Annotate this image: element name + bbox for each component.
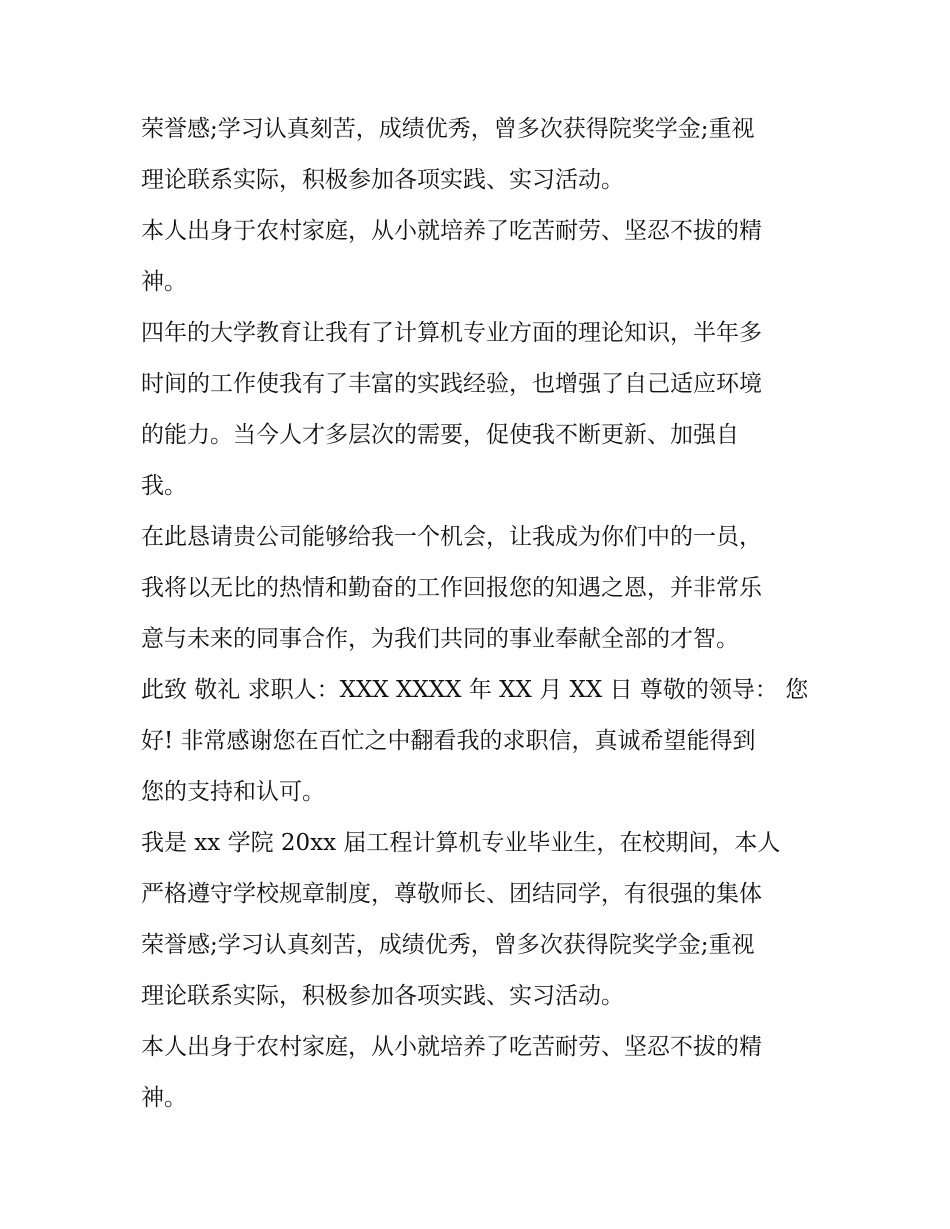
text-line: 神。 — [141, 1085, 187, 1111]
text-line: 本人出身于农村家庭，从小就培养了吃苦耐劳、坚忍不拔的精 — [141, 218, 762, 244]
text-line: 严格遵守学校规章制度，尊敬师长、团结同学，有很强的集体 — [141, 881, 762, 907]
text-line: 理论联系实际，积极参加各项实践、实习活动。 — [141, 167, 624, 193]
paragraph-education — [141, 308, 821, 512]
text-line: 好! 非常感谢您在百忙之中翻看我的求职信，真诚希望能得到 — [141, 728, 756, 754]
text-line: 四年的大学教育让我有了计算机专业方面的理论知识，半年多 — [141, 320, 762, 346]
text-line: 的能力。当今人才多层次的需要，促使我不断更新、加强自 — [141, 422, 739, 448]
paragraph-background — [141, 206, 821, 308]
text-line: 本人出身于农村家庭，从小就培养了吃苦耐劳、坚忍不拔的精 — [141, 1034, 762, 1060]
text-line: 理论联系实际，积极参加各项实践、实习活动。 — [141, 983, 624, 1009]
text-line: 意与未来的同事合作，为我们共同的事业奉献全部的才智。 — [141, 626, 739, 652]
text-line: 时间的工作使我有了丰富的实践经验，也增强了自己适应环境 — [141, 371, 762, 397]
text-line: 荣誉感;学习认真刻苦，成绩优秀，曾多次获得院奖学金;重视 — [141, 932, 755, 958]
paragraph-honor-continued — [141, 104, 821, 206]
text-line: 神。 — [141, 269, 187, 295]
text-line: 我将以无比的热情和勤奋的工作回报您的知遇之恩，并非常乐 — [141, 575, 762, 601]
text-line: 荣誉感;学习认真刻苦，成绩优秀，曾多次获得院奖学金;重视 — [141, 116, 755, 142]
paragraph-request — [141, 512, 821, 665]
text-line: 您的支持和认可。 — [141, 779, 325, 805]
text-line: 此致 敬礼 求职人：XXX XXXX 年 XX 月 XX 日 尊敬的领导： 您 — [141, 677, 809, 703]
paragraph-background-repeat — [141, 1022, 821, 1124]
paragraph-introduction — [141, 818, 821, 1022]
document-body — [141, 104, 821, 1124]
text-line: 在此恳请贵公司能够给我一个机会，让我成为你们中的一员， — [141, 524, 762, 550]
text-line: 我。 — [141, 473, 187, 499]
text-line: 我是 xx 学院 20xx 届工程计算机专业毕业生，在校期间，本人 — [141, 830, 781, 856]
paragraph-closing-greeting — [141, 665, 821, 818]
